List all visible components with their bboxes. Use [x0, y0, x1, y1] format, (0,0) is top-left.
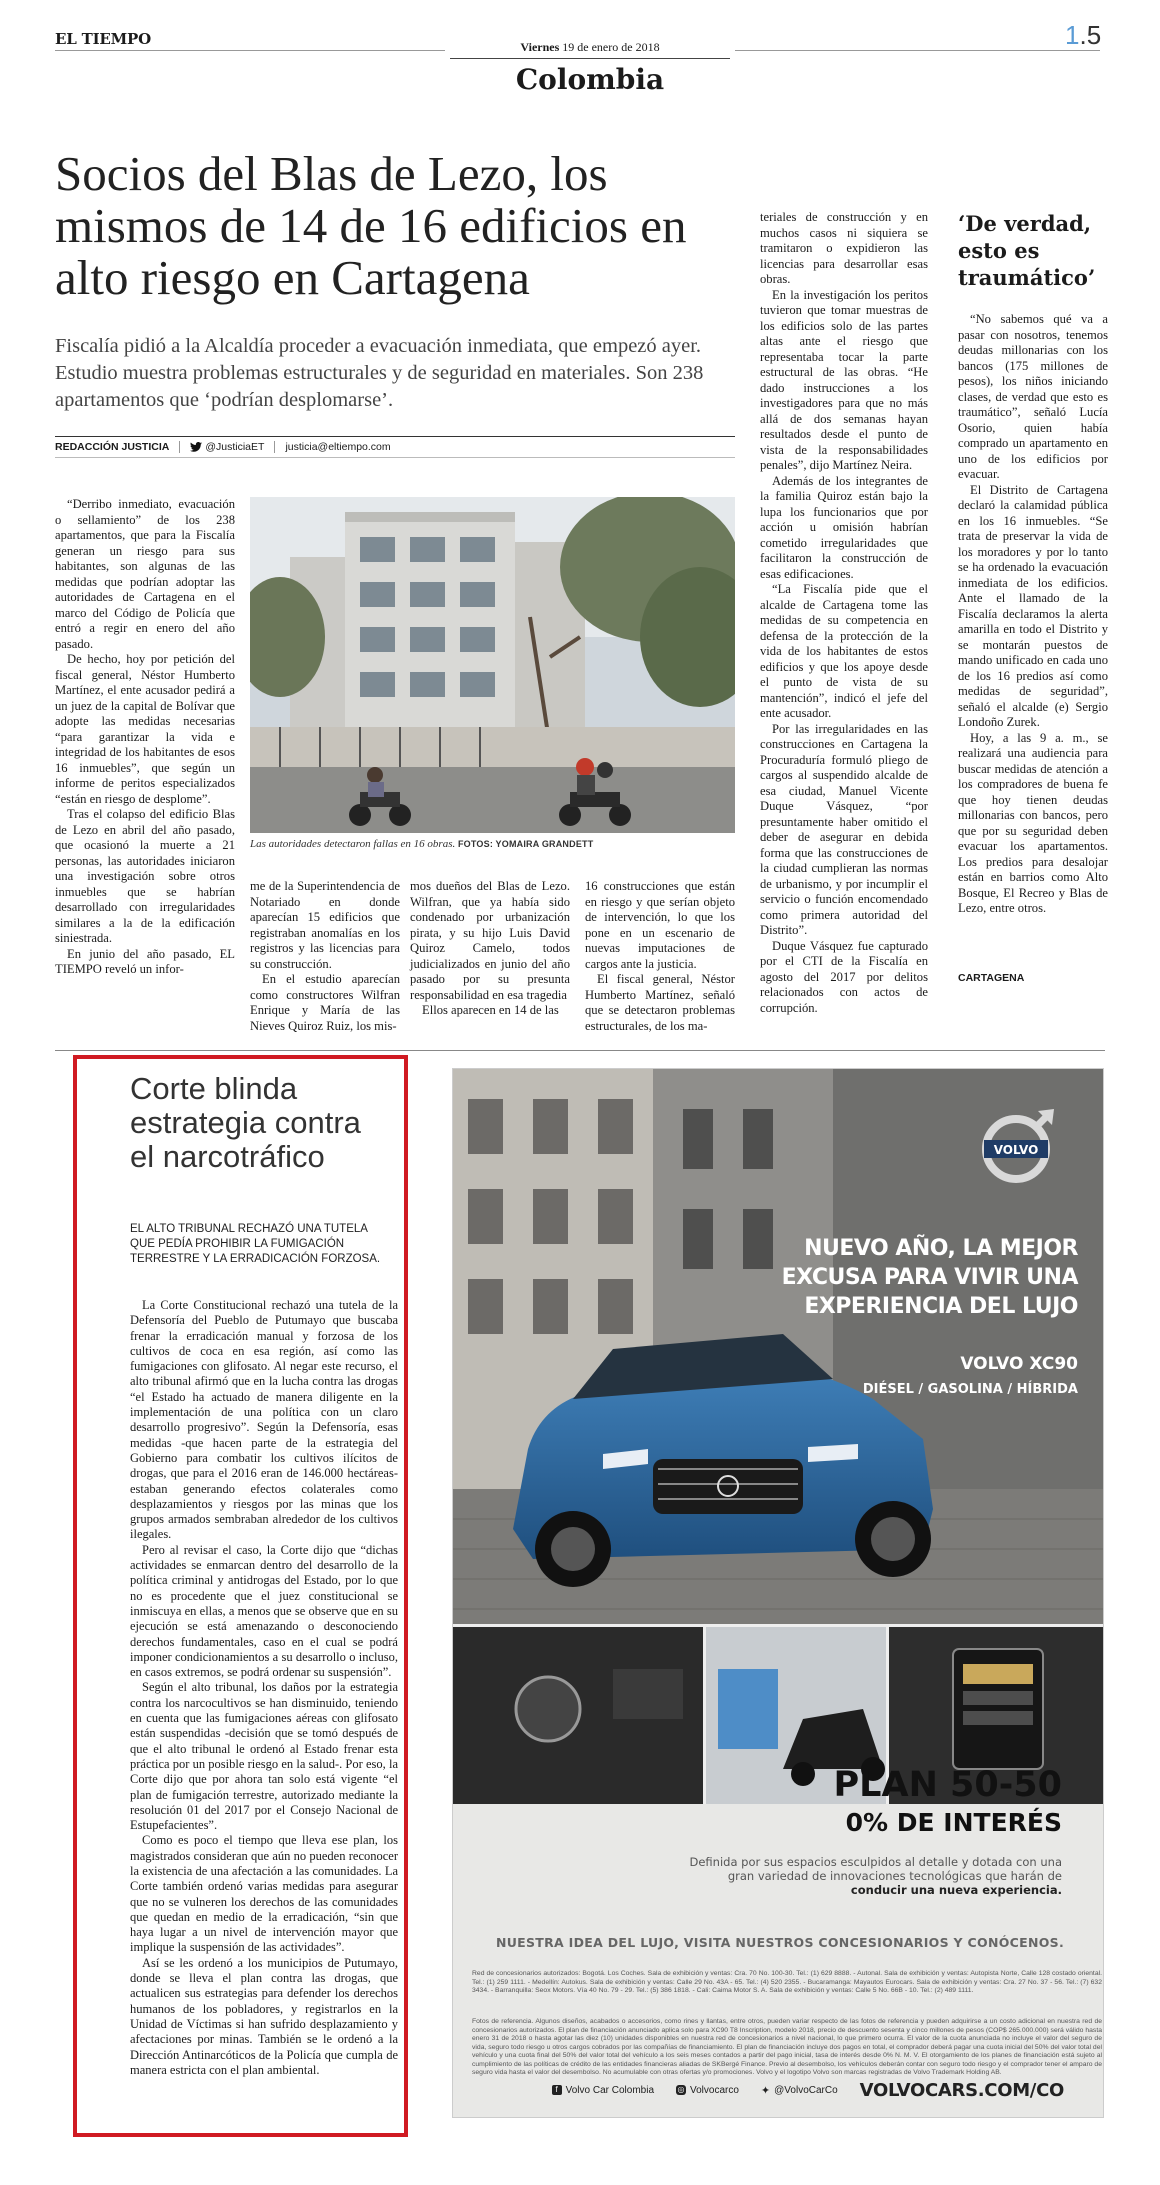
- ad-plan-interest: 0% DE INTERÉS: [845, 1808, 1062, 1837]
- paragraph: Por las irregularidades en las construcciones en Cartagena la Procuraduría formuló pliego de cargos al suspendido alcalde de esa ciudad, Manuel Vicente Duque Vásquez, “por presuntamente haber omitido el deber de asegurar en debida forma que las construcciones de la ciudad cumplieran las normas de urbanismo, y por incumplir el servicio o función encomendado como primera autoridad del Distrito”.: [760, 721, 928, 937]
- instagram-icon: ◎: [677, 2085, 685, 2094]
- article-photo: [250, 497, 735, 833]
- article2-body: [130, 1298, 398, 2078]
- newspaper-logo: EL TIEMPO: [55, 30, 151, 48]
- volvo-ad[interactable]: [452, 1068, 1104, 2118]
- issue-date: [450, 40, 730, 59]
- paragraph: La Corte Constitucional rechazó una tutela de la Defensoría del Pueblo de Putumayo que buscaba frenar la erradicación manual y forzosa de los cultivos de coca en esa región, así como las fumigaciones con glifosato. Al negar este recurso, el alto tribunal afirmó que en la lucha contra las drogas “el Estado ha actuado de manera diligente en la implementación de una política con un claro desarrollo progresivo”. Según la Defensoría, esas medidas -que hacen parte de la estrategia del Gobierno para combatir los cultivos ilícitos de drogas, que para el 2016 eran de 146.000 hectáreas- estaban generando efectos colaterales como desplazamientos y riesgos por las minas que los grupos armados sembraban alrededor de los cultivos ilegales.: [130, 1298, 398, 1542]
- twitter-icon: [190, 442, 202, 452]
- ad-copy: [680, 1855, 1062, 1897]
- ad-plan-title: PLAN 50-50: [833, 1765, 1062, 1805]
- paragraph: Según el alto tribunal, los daños por la estrategia contra los narcocultivos se han disminuido, teniendo en cuenta que las fumigaciones aéreas con glifosato están suspendidas -decisión que se tomó después de que el alto tribunal le ordenó al Estado frenar esta práctica por un posible riesgo en la salud-. Por eso, la Corte dijo que por ahora tan solo está vigente “el plan de fumigación terrestre, autorizado mediante la resolución 01 del 2017 por el Consejo Nacional de Estupefacientes”.: [130, 1680, 398, 1833]
- byline: REDACCIÓN JUSTICIA: [55, 441, 180, 453]
- sidebar-headline: ‘De verdad, esto es traumático’: [958, 211, 1096, 290]
- volvo-logo: [978, 1107, 1056, 1185]
- paragraph: Como es poco el tiempo que lleva ese plan, los magistrados consideran que aún no pueden reconocer la existencia de una afectación a las comunidades. La Corte también ordenó varias medidas para asegurar que no se vulneren los derechos de las comunidades que quedan en medio de la erradicación, “sin que haya lugar a un nivel de intervención mayor que implique la suspensión de las actividades”.: [130, 1833, 398, 1955]
- paragraph: “No sabemos qué va a pasar con nosotros, tenemos deudas millonarias con los bancos (175 millones de pesos), los niños iniciando clases, de verdad que esto es traumático”, señaló Lucía Osorio, quien había comprado un apartamento en uno de los edificios por evacuar.: [958, 312, 1108, 481]
- ad-footer: [452, 2062, 1104, 2118]
- volvo-logo-text: VOLVO: [993, 1143, 1039, 1157]
- ad-legal-dealers: Red de concesionarios autorizados: Bogotá. Los Coches. Sala de exhibición y ventas: Cra. 70 No. 100-30. Tel.: (1) 629 8888. - Autonal. Sala de exhibición y ventas: Autopista Norte, Calle 128 costado oriental. Tel.: (1) 259 1111. - Medellín: Autokus. Sala de exhibición y ventas: Calle 29 No. 43A - 65. Tel.: (4) 520 2355. - Bucaramanga: Mayautos Eurocars. Sala de exhibición y ventas: Cra. 27 No. 37 - 56. Tel.: (7) 632 3434. - Barranquilla: Seox Motors. Vía 40 No. 79 - 29. Tel.: (5) 386 1818. - Cali: Caima Motor S. A. Sala de exhibición y ventas: Calle 5 No. 66B - 10. Tel.: (2) 489 1111.: [472, 1970, 1102, 1994]
- article-headline: Socios del Blas de Lezo, los mismos de 14 de 16 edificios en alto riesgo en Cartagena: [55, 146, 687, 305]
- article-deck: Fiscalía pidió a la Alcaldía proceder a evacuación inmediata, que empezó ayer. Estudio muestra problemas estructurales y de seguridad en materiales. Son 238 apartamentos que ‘podrían desplomarse’.: [55, 335, 704, 411]
- paragraph: El fiscal general, Néstor Humberto Martínez, señaló que se detectaron problemas estructurales, de los ma-: [585, 972, 735, 1033]
- twitter-handle[interactable]: [180, 441, 275, 453]
- ad-copy-text: Definida por sus espacios esculpidos al detalle y dotada con una gran variedad de innovaciones tecnológicas que harán de: [689, 1855, 1062, 1883]
- paragraph: 16 construcciones que están en riesgo y que serían objeto de intervención, lo que los pone en un escenario de nuevas imputaciones de cargos ante la justicia.: [585, 879, 735, 971]
- article2-headline: Corte blinda estrategia contra el narcotráfico: [130, 1071, 361, 1174]
- paragraph: En junio del año pasado, EL TIEMPO reveló un infor-: [55, 946, 235, 976]
- ad-fuel-types: DIÉSEL / GASOLINA / HÍBRIDA: [862, 1382, 1078, 1397]
- sidebar-column: [958, 312, 1108, 917]
- date-day: Viernes: [520, 40, 560, 54]
- article-column-3: [410, 879, 570, 1019]
- article-column-1: [55, 497, 235, 978]
- ad-model: VOLVO XC90: [960, 1354, 1078, 1374]
- ad-headline: NUEVO AÑO, LA MEJOR EXCUSA PARA VIVIR UNA EXPERIENCIA DEL LUJO: [781, 1236, 1078, 1319]
- email-link[interactable]: justicia@eltiempo.com: [285, 441, 391, 453]
- paragraph: Pero al revisar el caso, la Corte dijo que “dichas actividades se enmarcan dentro del desarrollo de la política criminal y antidrogas del Estado, por lo que no es procedente que el juez constitucional se inmiscuya en ellas, a menos que se observe que en su ejecución se está amenazando o desconociendo derechos fundamentales, caso en el cual se podrá imponer condicionamientos a su desarrollo o incluso, en casos extremos, se podrá ordenar su suspensión”.: [130, 1542, 398, 1680]
- paragraph: “Derribo inmediato, evacuación o sellamiento” de los 238 apartamentos, que para la Fiscalía generan un riesgo para sus habitantes, son algunas de las medidas que podrían adoptar las autoridades de Cartagena en el marco del Código de Policía que entró a regir en enero del año pasado.: [55, 497, 235, 651]
- paragraph: Así se les ordenó a los municipios de Putumayo, donde se lleva el plan contra las drogas, que actualicen sus estrategias para defender los derechos humanos de los pobladores, y registrarlos en la Unidad de Víctimas si han sufrido desplazamiento y afectaciones por minas. También se le ordenó a la Dirección Antinarcóticos de la Policía que cumpla de manera estricta con el plan ambiental.: [130, 1955, 398, 2077]
- paragraph: Además de los integrantes de la familia Quiroz están bajo la lupa los funcionarios que por acción u omisión habrían cometido irregularidades que facilitaron la construcción de esas edificaciones.: [760, 473, 928, 581]
- twitter-handle-text: @JusticiaET: [205, 441, 265, 453]
- facebook-icon: f: [552, 2085, 562, 2095]
- caption-text: Las autoridades detectaron fallas en 16 obras.: [250, 838, 456, 850]
- paragraph: me de la Superintendencia de Notariado en donde aparecían 15 edificios que registraban anomalías en los registros y las licencias para su construcción.: [250, 879, 400, 971]
- ad-tagline: NUESTRA IDEA DEL LUJO, VISITA NUESTROS CONCESIONARIOS Y CONÓCENOS.: [495, 1935, 1064, 1950]
- paragraph: mos dueños del Blas de Lezo. Wilfran, que ya había sido condenado por urbanización pirata, y su hijo Luis David Quiroz Camelo, todos judicializados en junio del año pasado por su presunta responsabilidad en esa tragedia: [410, 879, 570, 1002]
- paragraph: En el estudio aparecían como constructores Wilfran Enrique y María de las Nieves Quiroz Ruiz, los mis-: [250, 972, 400, 1033]
- paragraph: “La Fiscalía pide que el alcalde de Cartagena tome las medidas de su competencia en defensa de la protección de la vida de los habitantes de estos edificios y que los apoye desde el punto de vista de su mantención”, indicó el jefe del ente acusador.: [760, 582, 928, 720]
- paragraph: Tras el colapso del edificio Blas de Lezo en abril del año pasado, que ocasionó la muerte a 21 personas, las autoridades iniciaron una investigación sobre otros inmuebles que se habrían desarrollado con irregularidades similares a la de la edificación siniestrada.: [55, 807, 235, 945]
- instagram-link[interactable]: ◎ Volvocarco: [677, 2084, 739, 2096]
- article-column-4: [585, 879, 735, 1034]
- article2-deck: EL ALTO TRIBUNAL RECHAZÓ UNA TUTELA QUE PEDÍA PROHIBIR LA FUMIGACIÓN TERRESTRE Y LA ERRADICACIÓN FORZOSA.: [130, 1223, 381, 1265]
- article-column-5: [760, 210, 928, 1016]
- ad-legal-terms: Fotos de referencia. Algunos diseños, acabados o accesorios, como rines y llantas, entre otros, pueden variar respecto de las fotos de referencia y pueden adquirirse a un costo adicional en nuestra red de concesionarios autorizados. El plan de financiación anunciado aplica solo para XC90 T8 Inscription, modelo 2018, precio de descuento sesenta y cinco millones de pesos (COP$ 265.000.000) será válido hasta enero 31 de 2018 o hasta agotar las diez (10) unidades disponibles en nuestra red de concesionarios a nivel nacional, lo que primero ocurra. El valor de la cuota anunciada no incluye el valor del seguro de vida, seguro todo riesgo u otros cargos cobrados por las compañías de financiamiento. El plan de financiación incluye dos pagos en total, el comprador deberá pagar una cuota inicial del 50% del valor total del vehículo y una cuota final del 50% del valor total del vehículo a los seis meses contados a partir del pago inicial, tasa de interés desde 0% N. M. V. El otorgamiento de los planes de financiación está sujeto al cumplimiento de las políticas de crédito de las entidades financieras aliadas de SKBergé Finance. Previo al desembolso, los vehículos deberán contar con seguro todo riesgo y el comprador tener el amparo de seguro vida hasta el valor del desembolso. No acumulable con otras ofertas y/o promociones. Volvo y el logotipo Volvo son marcas registradas de Volvo Trademark Holding AB.: [472, 2018, 1102, 2076]
- twitter-link[interactable]: ✦ @VolvoCarCo: [760, 2084, 838, 2097]
- top-rule-right: [735, 50, 1100, 51]
- paragraph: Duque Vásquez fue capturado por el CTI de la Fiscalía en agosto del 2017 por delitos relacionados con actos de corrupción.: [760, 938, 928, 1015]
- section-title: Colombia: [515, 63, 665, 96]
- paragraph: Ellos aparecen en 14 de las: [422, 1003, 559, 1017]
- byline-bar: [55, 436, 735, 458]
- paragraph: De hecho, hoy por petición del fiscal general, Néstor Humberto Martínez, el ente acusador pedirá a un juez de la capital de Bolívar que adopte las medidas necesarias “para garantizar la vida e integridad de los habitantes de esos 16 inmuebles”, que según un informe de peritos especializados “están en riesgo de desplome”.: [55, 652, 235, 806]
- paragraph: teriales de construcción y en muchos casos ni siquiera se tramitaron o expidieron las licencias para desarrollar esas obras.: [760, 210, 928, 286]
- paragraph: En la investigación los peritos tuvieron que tomar muestras de los edificios solo de las partes altas ante el riesgo que representaba tocar la parte estructural de las obras. “He dado instrucciones a los investigadores para que no más allá de dos semanas hayan resultados desde el punto de vista de la responsabilidades penales”, dijo Martínez Neira.: [760, 287, 928, 472]
- sidebar-signoff: CARTAGENA: [958, 972, 1025, 984]
- date-rest: 19 de enero de 2018: [562, 40, 660, 54]
- volvo-url[interactable]: VOLVOCARS.COM/CO: [859, 2079, 1064, 2101]
- paragraph: Hoy, a las 9 a. m., se realizará una audiencia para buscar medidas de atención a los compradores de buena fe que hoy tienen deudas millonarias con bancos, pero que por su seguridad deben evacuar los apartamentos. Los predios para desalojar están en barrios como Alto Bosque, El Recreo y Blas de Lezo, entre otros.: [958, 730, 1108, 915]
- top-rule-left: [55, 50, 445, 51]
- article-column-2: [250, 879, 400, 1034]
- facebook-link[interactable]: f Volvo Car Colombia: [552, 2085, 654, 2096]
- photo-credit: FOTOS: YOMAIRA GRANDETT: [457, 839, 594, 849]
- page-number: 1.5: [1065, 20, 1102, 50]
- ad-copy-bold: conducir una nueva experiencia.: [850, 1883, 1062, 1897]
- paragraph: El Distrito de Cartagena declaró la calamidad pública en los 16 inmuebles. “Se trata de preservar la vida de los moradores y por lo tanto se ha ordenado la evacuación inmediata de los edificios. Ante el llamado de la Fiscalía declaramos la alerta amarilla en todo el Distrito y se montarán puestos de mando unificado en cada uno de los 16 predios así como medidas de seguridad”, señaló el alcalde (e) Sergio Londoño Zurek.: [958, 482, 1108, 729]
- section-divider: [55, 1050, 1105, 1051]
- twitter-icon: ✦: [760, 2084, 771, 2097]
- photo-caption: [250, 838, 735, 850]
